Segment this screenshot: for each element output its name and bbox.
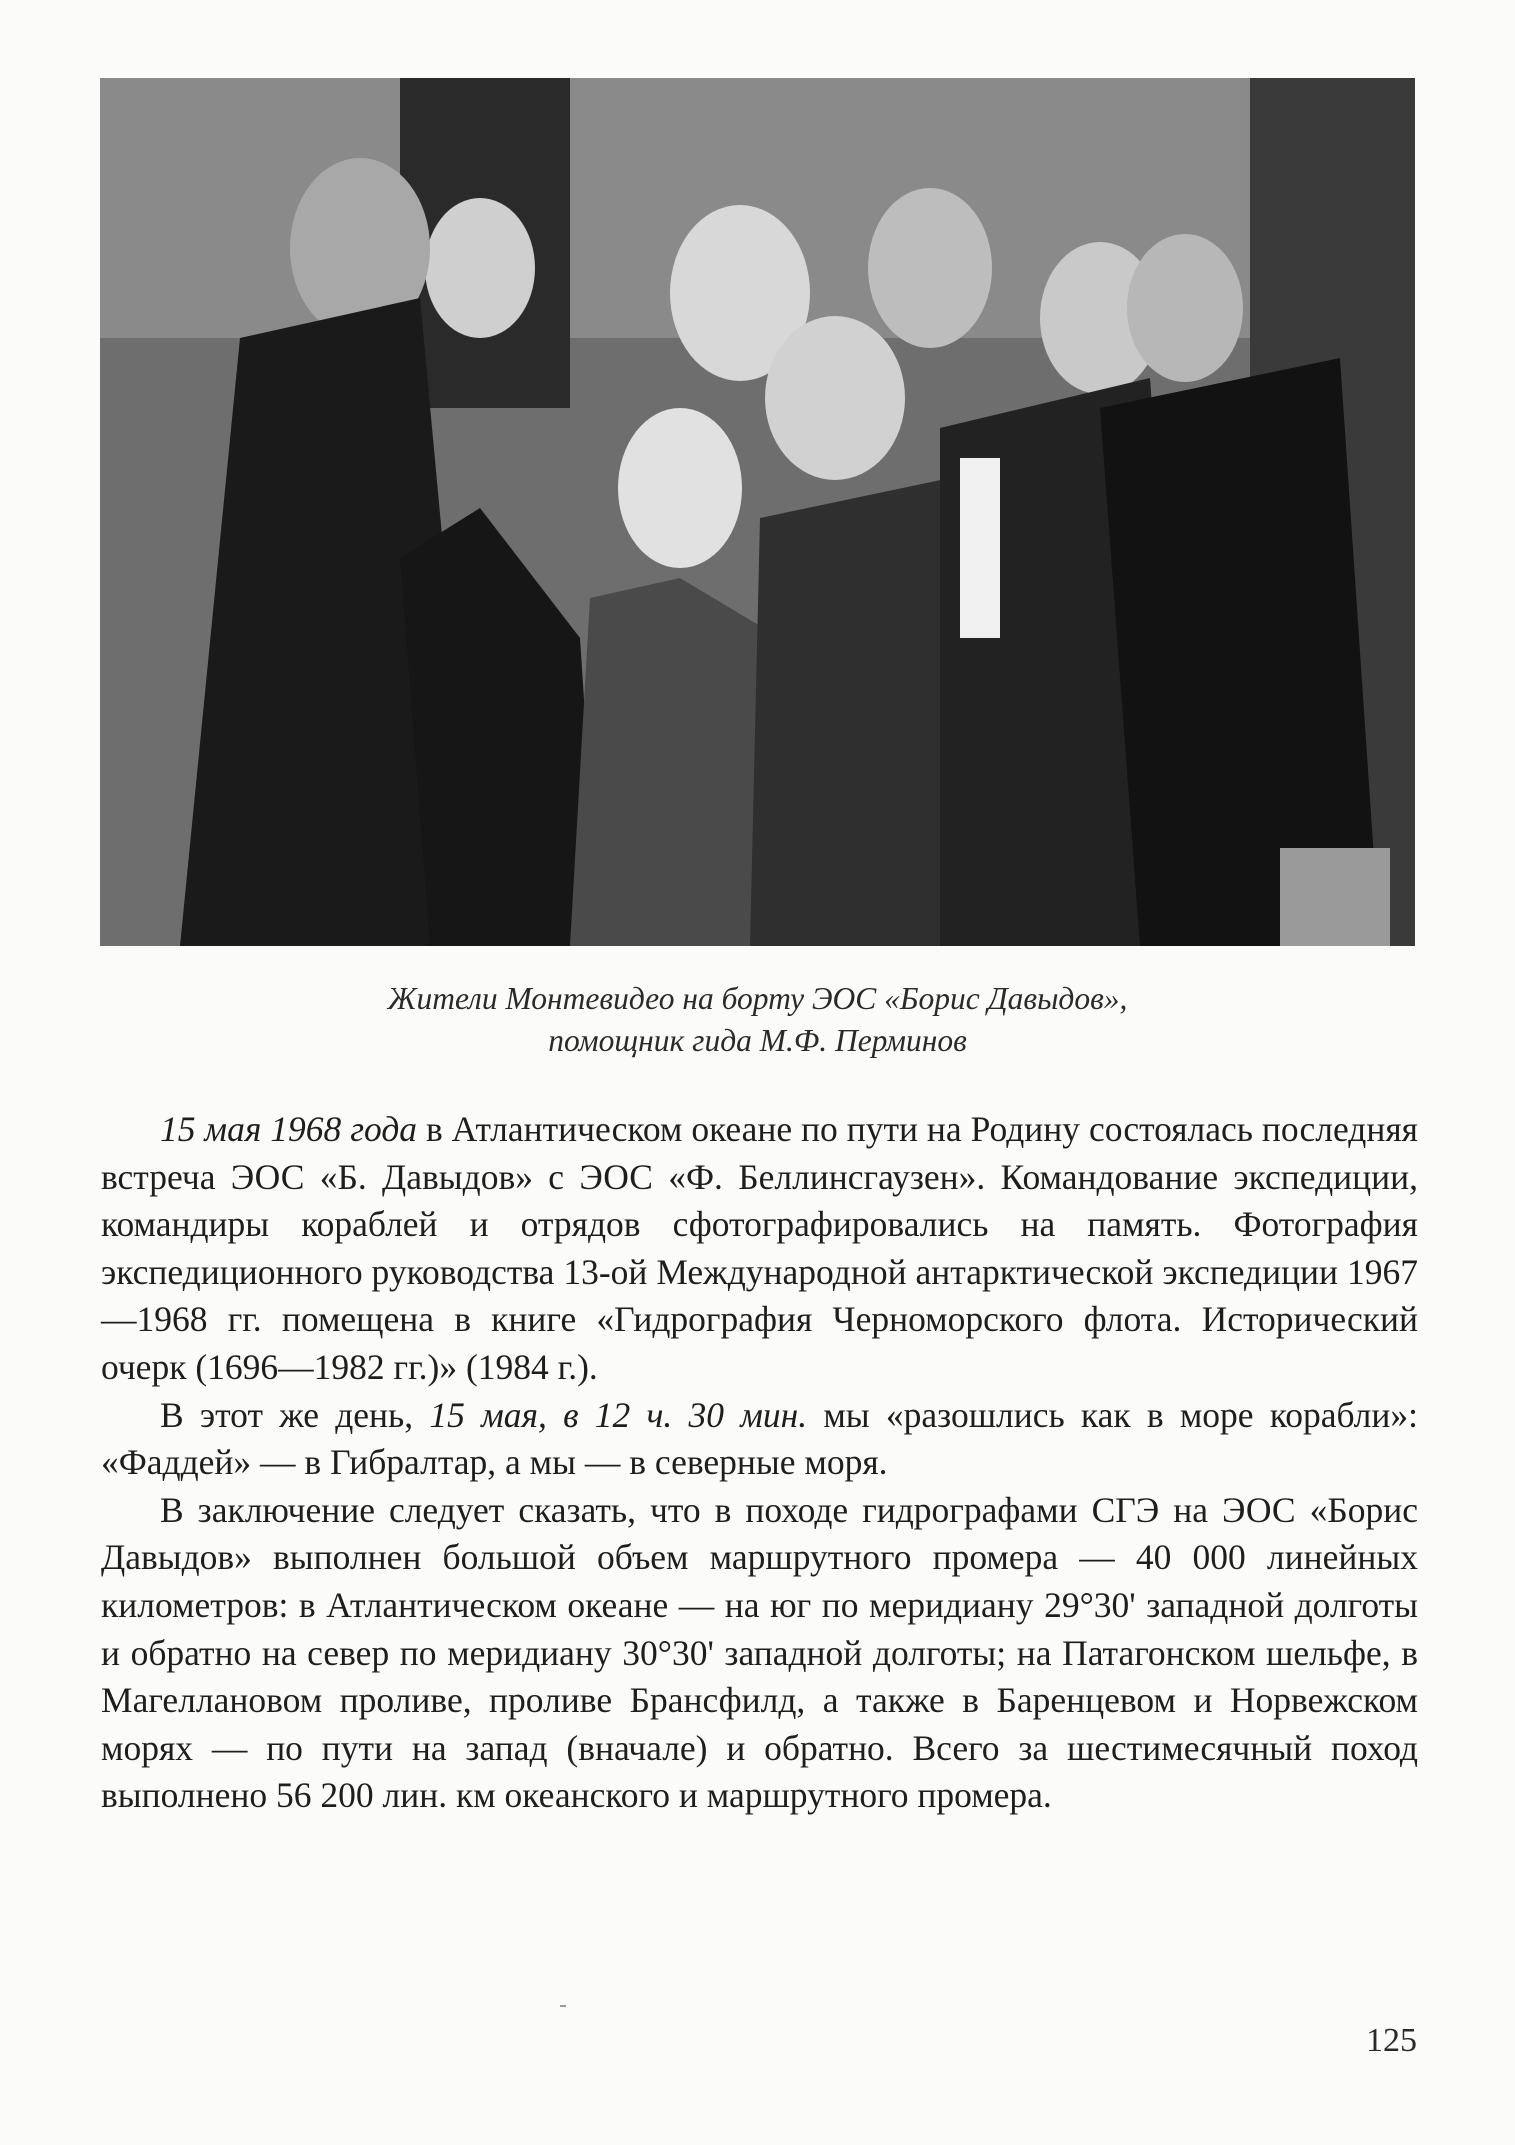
paragraph-2-text: мы «разошлись как в море корабли»: «Фаддей» — в Гибралтар, а мы — в северные моря. xyxy=(101,1394,1418,1483)
time-phrase: 15 мая, в 12 ч. 30 мин. xyxy=(429,1394,808,1435)
photo-illustration xyxy=(100,78,1415,946)
paragraph-3-text: В заключение следует сказать, что в походе гидрографами СГЭ на ЭОС «Борис Давыдов» выполнен большой объем маршрутного промера — 40 000 линейных километров: в Атлантическом океане — на юг по меридиану 29°30' западной долготы и обратно на север по меридиану 30°30' западной долготы; на Патагонском шельфе, в Магеллановом проливе, проливе Брансфилд, а также в Баренцевом и Норвежском морях — по пути на запад (вначале) и обратно. Всего за шестимесячный поход выполнено 56 200 лин. км океанского и маршрутного промера. xyxy=(101,1489,1418,1816)
date-phrase: 15 мая 1968 года xyxy=(160,1109,418,1149)
page-number: 125 xyxy=(1366,2022,1417,2059)
paragraph-2-lead: В этот же день, xyxy=(160,1394,430,1435)
paragraph-3 xyxy=(101,1487,1418,1820)
paragraph-1 xyxy=(101,1106,1418,1392)
caption-line-1: Жители Монтевидео на борту ЭОС «Борис Давыдов», xyxy=(387,981,1128,1016)
paragraph-1-text: в Атлантическом океане по пути на Родину состоялась последняя встреча ЭОС «Б. Давыдов» с ЭОС «Ф. Беллинсгаузен». Командование экспедиции, командиры кораблей и отрядов сфотографировались на память. Фотография экспедиционного руководства 13-ой Международной антарктической экспедиции 1967—1968 гг. помещена в книге «Гидрография Черноморского флота. Исторический очерк (1696—1982 гг.)» (1984 г.). xyxy=(101,1109,1418,1387)
body-text xyxy=(101,1106,1418,1820)
photo-caption xyxy=(100,978,1415,1062)
paragraph-2 xyxy=(101,1392,1418,1487)
print-speck xyxy=(560,2005,566,2007)
photograph xyxy=(100,78,1415,946)
caption-line-2: помощник гида М.Ф. Перминов xyxy=(548,1023,967,1058)
